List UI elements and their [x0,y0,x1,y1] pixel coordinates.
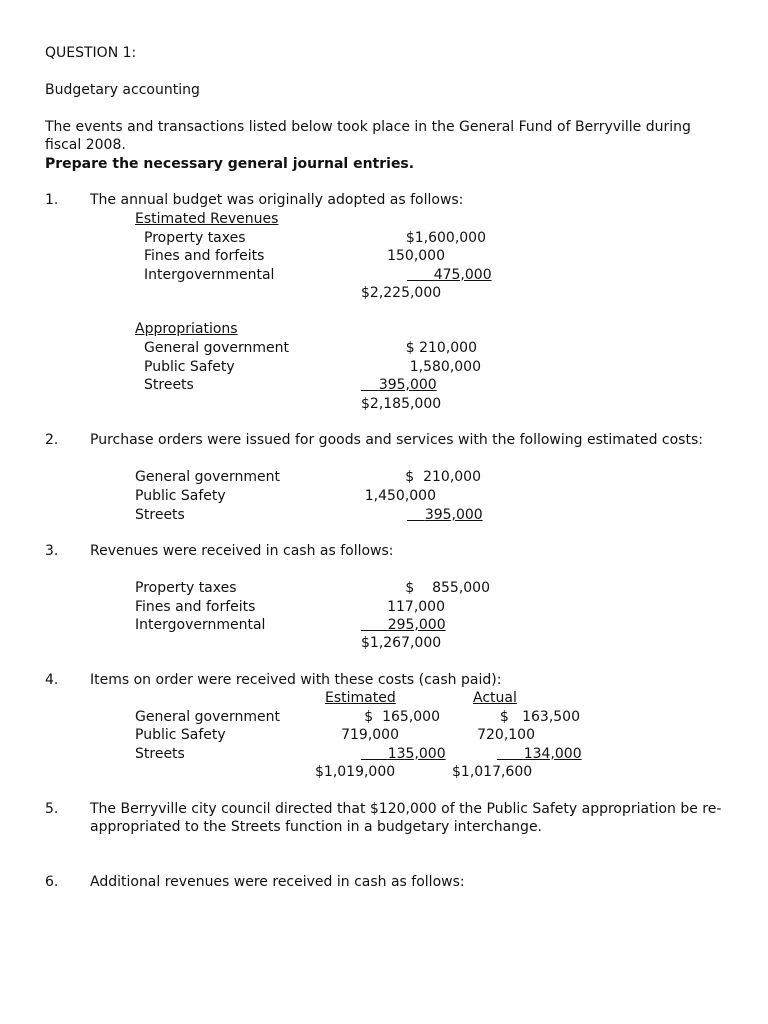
intro-line-2: fiscal 2008. [45,137,126,153]
revenues-heading: Estimated Revenues [135,211,279,227]
order-estimated: $ 165,000 [364,709,440,725]
question-title: QUESTION 1: [45,45,137,61]
revenue-cash-amount: 295,000 [387,617,446,633]
order-actual-total: $1,017,600 [452,764,533,780]
po-amount: $ 210,000 [405,469,481,485]
po-amount: 395,000 [424,507,483,523]
revenue-cash-label: Property taxes [135,580,237,596]
instruction: Prepare the necessary general journal entries. [45,156,415,172]
order-estimated: 135,000 [387,746,446,762]
item-text: The annual budget was originally adopted as follows: [90,192,464,208]
appropriations-total: $2,185,000 [361,396,442,412]
appropriation-amount: 1,580,000 [409,359,481,375]
po-amount: 1,450,000 [364,488,436,504]
item-number: 4. [45,672,59,688]
appropriation-amount: $ 210,000 [405,340,477,356]
revenue-cash-label: Intergovernmental [135,617,266,633]
revenue-cash-amount: $ 855,000 [405,580,490,596]
order-actual: 134,000 [523,746,582,762]
order-label: Streets [135,746,185,762]
revenue-amount: 475,000 [433,267,492,283]
appropriation-label: Public Safety [144,359,235,375]
order-estimated-total: $1,019,000 [315,764,396,780]
order-label: General government [135,709,280,725]
item-number: 2. [45,432,59,448]
intro-line-1: The events and transactions listed below took place in the General Fund of Berryville during [45,119,691,135]
po-label: Public Safety [135,488,226,504]
order-estimated: 719,000 [341,727,399,743]
item-text: Items on order were received with these costs (cash paid): [90,672,502,688]
item-text: Revenues were received in cash as follows: [90,543,394,559]
item-text: Additional revenues were received in cash as follows: [90,874,465,890]
revenue-label: Property taxes [144,230,246,246]
revenue-cash-label: Fines and forfeits [135,599,256,615]
revenue-label: Intergovernmental [144,267,275,283]
item-number: 5. [45,801,59,817]
revenue-cash-total: $1,267,000 [361,635,442,651]
po-label: General government [135,469,280,485]
revenue-label: Fines and forfeits [144,248,265,264]
order-actual: $ 163,500 [499,709,580,725]
actual-column-header: Actual [473,690,517,706]
appropriation-label: General government [144,340,289,356]
item-number: 6. [45,874,59,890]
revenues-total: $2,225,000 [361,285,442,301]
item-text: Purchase orders were issued for goods and services with the following estimated costs: [90,432,703,448]
item-text: The Berryville city council directed that $120,000 of the Public Safety appropriation be re- [90,801,722,817]
order-actual: 720,100 [477,727,535,743]
appropriation-amount: 395,000 [378,377,437,393]
appropriations-heading: Appropriations [135,321,238,337]
revenue-cash-amount: 117,000 [387,599,445,615]
item-number: 3. [45,543,59,559]
revenue-amount: $1,600,000 [405,230,486,246]
po-label: Streets [135,507,185,523]
item-text-continued: appropriated to the Streets function in a budgetary interchange. [90,819,543,835]
topic-heading: Budgetary accounting [45,82,200,98]
item-number: 1. [45,192,59,208]
order-label: Public Safety [135,727,226,743]
estimated-column-header: Estimated [325,690,396,706]
appropriation-label: Streets [144,377,194,393]
revenue-amount: 150,000 [387,248,445,264]
